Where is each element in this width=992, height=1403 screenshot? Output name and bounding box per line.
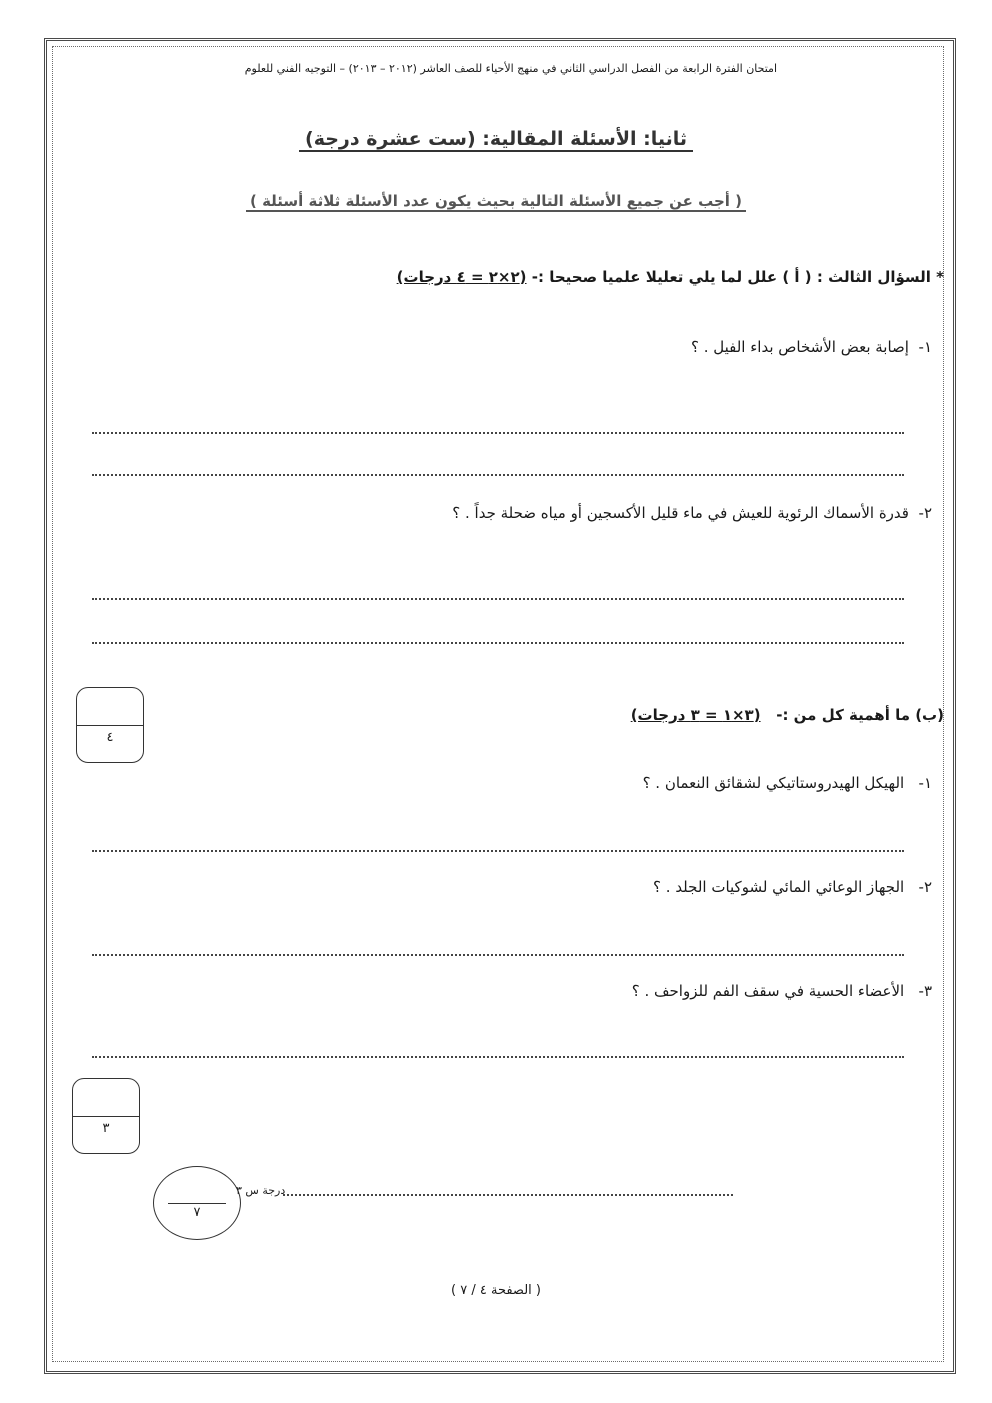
page-number: ( الصفحة ٤ / ٧ ) [451, 1283, 541, 1298]
question-3b-marks: (٣×١ = ٣ درجات) [630, 706, 761, 724]
score-value: ٤ [106, 730, 114, 745]
question-3a-item-2: ٢- قدرة الأسماك الرئوية للعيش في ماء قليل الأكسجين أو مياه ضحلة جداً . ؟ [452, 504, 932, 522]
answer-line[interactable] [92, 432, 904, 434]
question-3a-marks: (٢×٢ = ٤ درجات) [396, 268, 527, 286]
question-3a-item-1: ١- إصابة بعض الأشخاص بداء الفيل . ؟ [690, 338, 932, 356]
answer-line[interactable] [92, 954, 904, 956]
grade-line [283, 1194, 733, 1196]
total-score-value: ٧ [193, 1205, 201, 1220]
answer-line[interactable] [92, 1056, 904, 1058]
score-value: ٣ [102, 1121, 110, 1136]
question-3a-heading: * السؤال الثالث : ( أ ) علل لما يلي تعليلا علميا صحيحا :- (٢×٢ = ٤ درجات) [396, 268, 944, 286]
question-3b-item-1: ١- الهيكل الهيدروستاتيكي لشقائق النعمان . ؟ [642, 774, 932, 792]
page-border-inner [52, 46, 944, 1362]
question-3b-item-2: ٢- الجهاز الوعائي المائي لشوكيات الجلد . ؟ [653, 878, 932, 896]
exam-header-line: امتحان الفترة الرابعة من الفصل الدراسي الثاني في منهج الأحياء للصف العاشر (٢٠١٢ – ٢٠١٣) – التوجيه الفني للعلوم [244, 62, 777, 75]
answer-line[interactable] [92, 850, 904, 852]
score-box-3a [76, 687, 144, 763]
question-3b-item-3: ٣- الأعضاء الحسية في سقف الفم للزواحف . ؟ [631, 982, 932, 1000]
question-3b-heading: (ب) ما أهمية كل من :- (٣×١ = ٣ درجات) [630, 706, 944, 724]
grade-label: درجة س ٣ [236, 1184, 286, 1197]
section-title: ثانيا: الأسئلة المقالية: (ست عشرة درجة) [0, 128, 992, 150]
score-box-3b [72, 1078, 140, 1154]
answer-line[interactable] [92, 474, 904, 476]
total-score-oval [153, 1166, 241, 1240]
answer-line[interactable] [92, 642, 904, 644]
section-subtitle: ( أجب عن جميع الأسئلة التالية بحيث يكون عدد الأسئلة ثلاثة أسئلة ) [0, 192, 992, 210]
answer-line[interactable] [92, 598, 904, 600]
